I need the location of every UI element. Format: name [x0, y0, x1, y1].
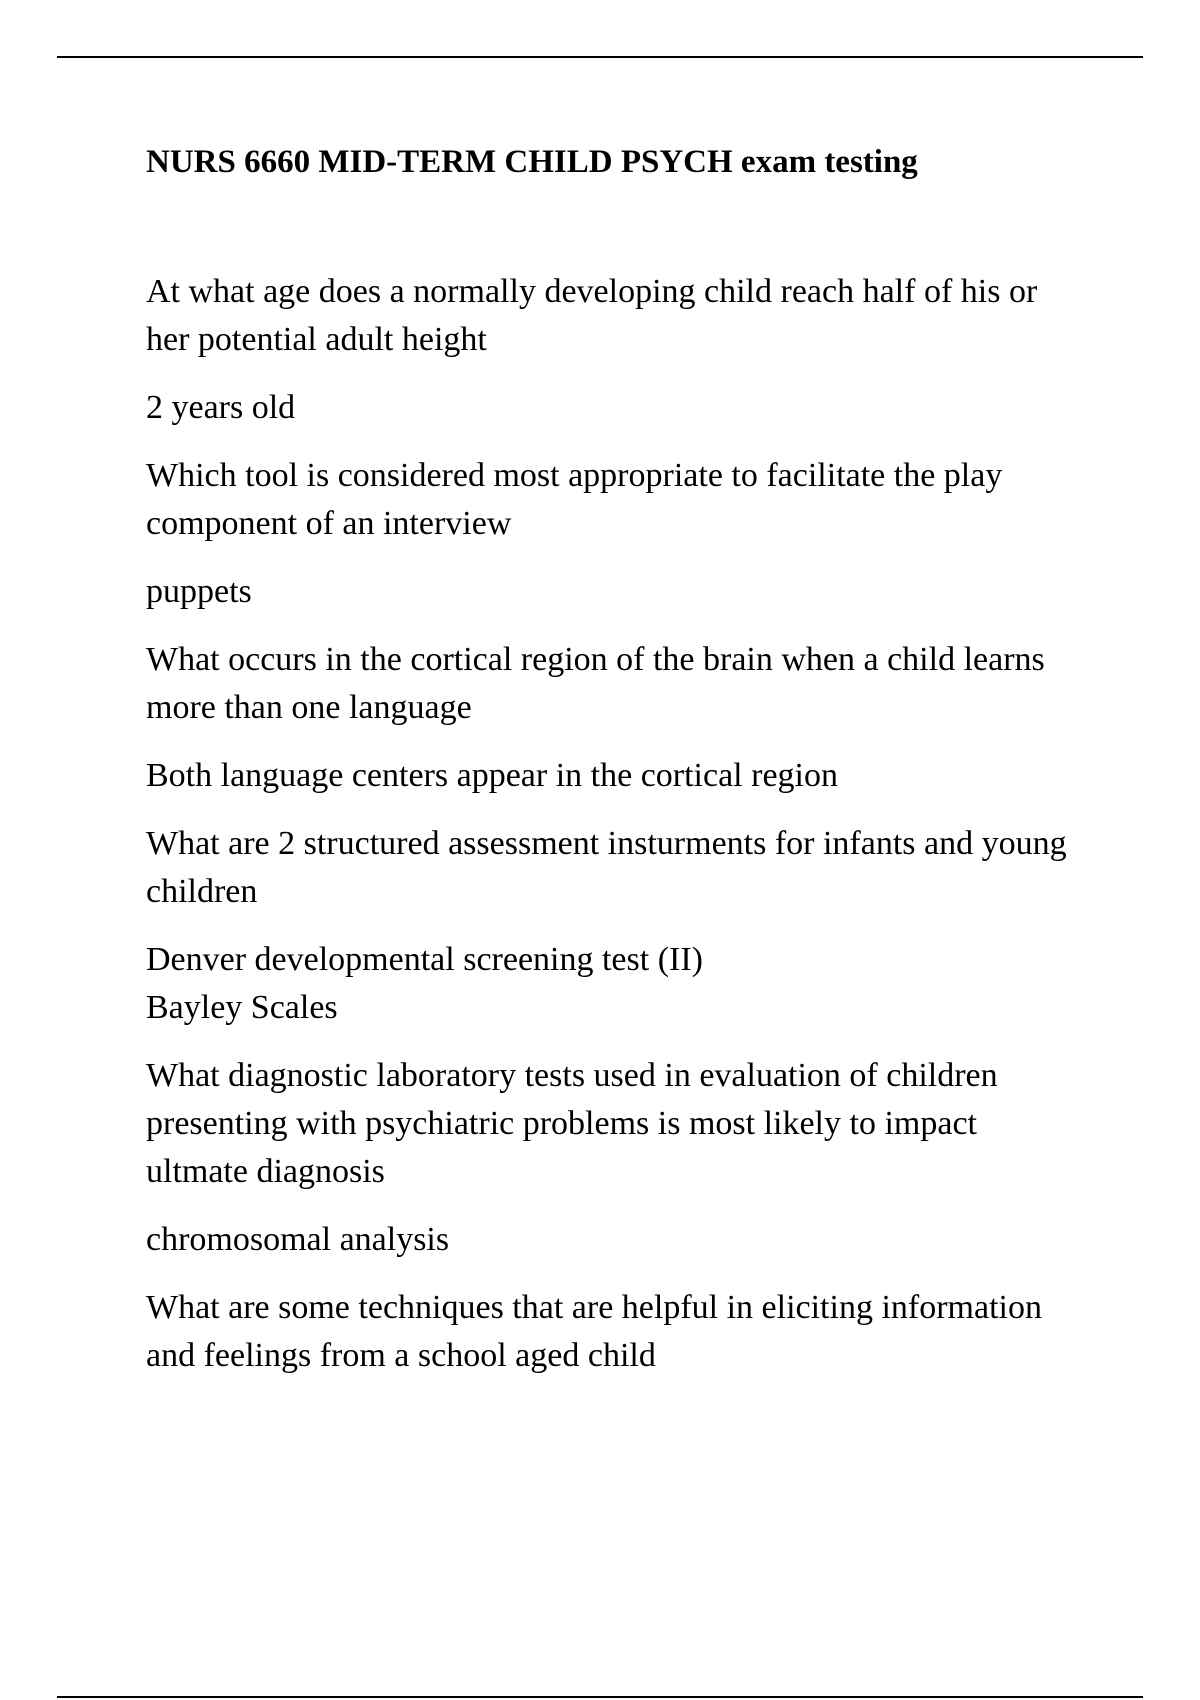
answer-1: 2 years old	[146, 389, 296, 426]
header-rule	[57, 56, 1143, 58]
question-4: What are 2 structured assessment insturments for infants and young children	[146, 825, 1067, 910]
footer-rule	[57, 1696, 1143, 1698]
qa-list	[146, 268, 1086, 1380]
answer-2: puppets	[146, 573, 252, 610]
answer-3: Both language centers appear in the cortical region	[146, 757, 838, 794]
document-title: NURS 6660 MID-TERM CHILD PSYCH exam testing	[146, 144, 918, 180]
question-6: What are some techniques that are helpful in eliciting information and feelings from a school aged child	[146, 1289, 1042, 1374]
question-5: What diagnostic laboratory tests used in evaluation of children presenting with psychiatric problems is most likely to impact ultmate diagnosis	[146, 1057, 998, 1190]
question-2: Which tool is considered most appropriate to facilitate the play component of an interview	[146, 457, 1003, 542]
answer-4: Denver developmental screening test (II) Bayley Scales	[146, 941, 703, 1026]
answer-5: chromosomal analysis	[146, 1221, 450, 1258]
question-1: At what age does a normally developing child reach half of his or her potential adult height	[146, 273, 1038, 358]
document-page	[146, 140, 1086, 1400]
question-3: What occurs in the cortical region of the brain when a child learns more than one language	[146, 641, 1045, 726]
